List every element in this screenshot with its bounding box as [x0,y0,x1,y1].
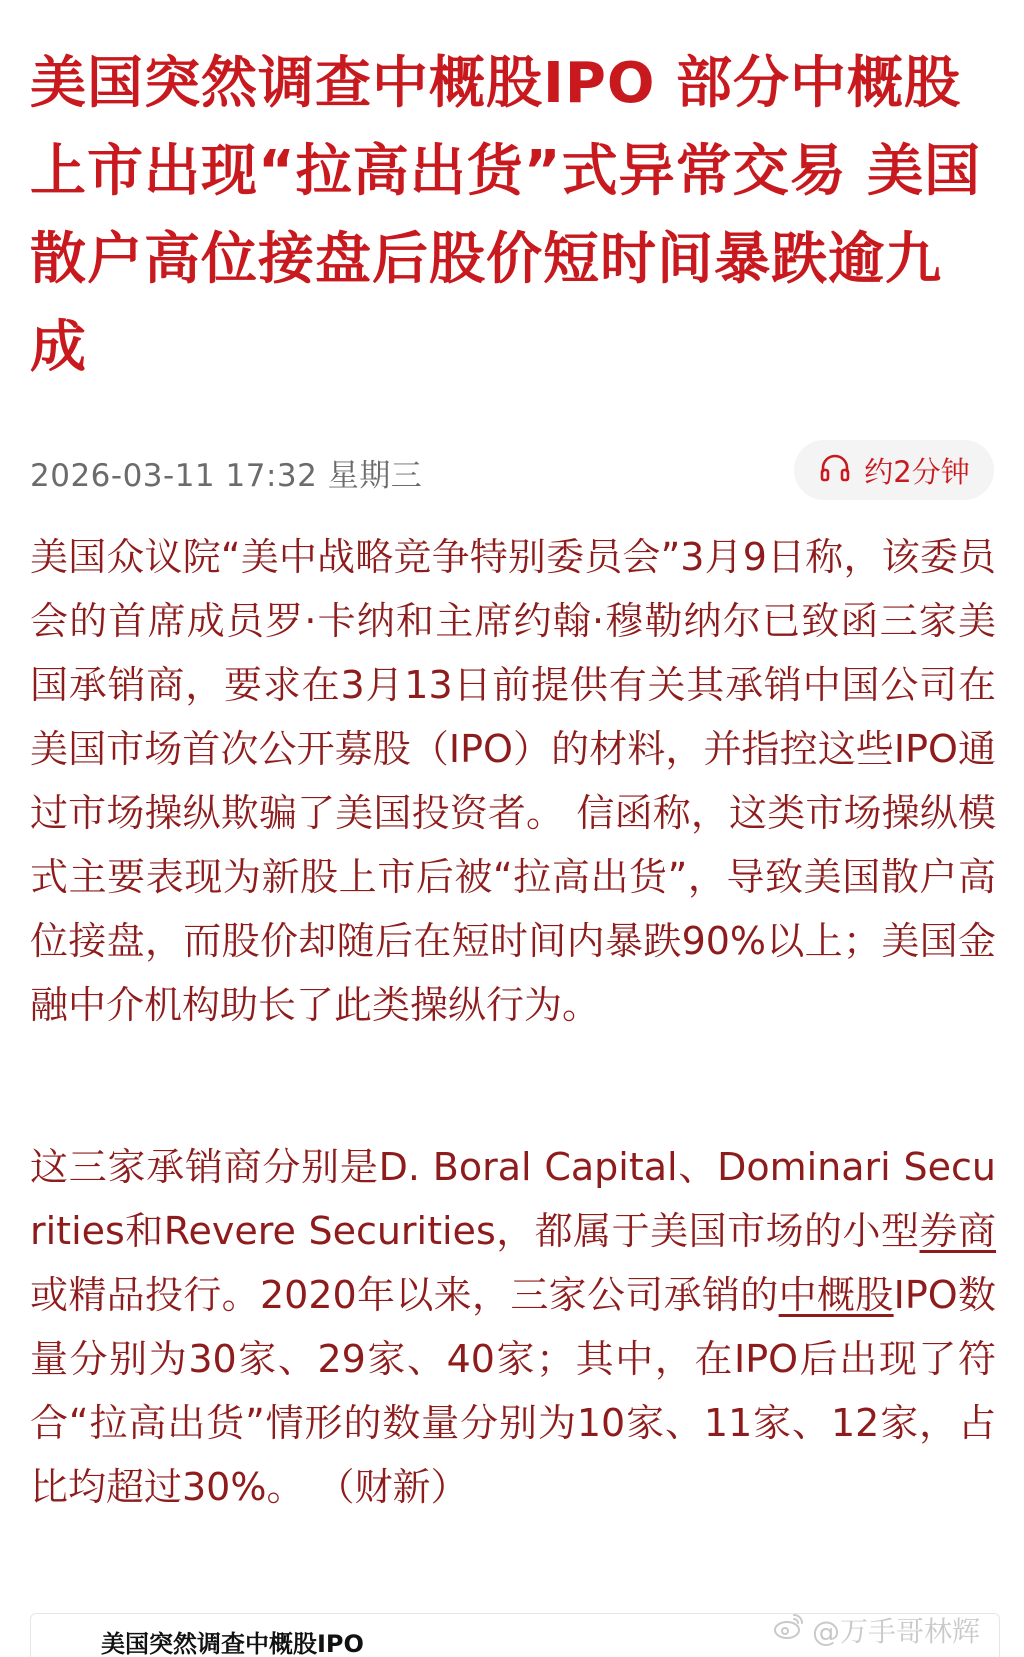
publish-datetime [30,450,422,495]
chinese-concept-stock-link[interactable]: 中概股 [778,1273,894,1317]
watermark [772,1609,980,1650]
listen-duration: 约2分钟 [864,454,970,489]
paragraph-2-text-a: 这三家承销商分别是D. Boral Capital、Dominari Securities和Revere Securities，都属于美国市场的小型 [30,1145,996,1253]
article-paragraph-2 [30,1135,996,1519]
watermark-text: @万手哥林辉 [811,1614,980,1648]
listen-button[interactable] [794,440,994,500]
headphones-icon [818,451,852,489]
paragraph-2-text-c: IPO数量分别为30家、29家、40家；其中，在IPO后出现了符合“拉高出货”情形的数量分别为10家、11家、12家，占比均超过30%。 （财新） [30,1273,996,1509]
article-title: 美国突然调查中概股IPO 部分中概股上市出现“拉高出货”式异常交易 美国散户高位接盘后股价短时间暴跌逾九成 [30,51,982,380]
publish-date: 2026-03-11 17:32 [30,458,318,494]
weibo-icon [772,1609,806,1650]
brokerage-link[interactable]: 券商 [919,1209,996,1253]
article-paragraph-1: 美国众议院“美中战略竞争特别委员会”3月9日称，该委员会的首席成员罗·卡纳和主席约翰·穆勒纳尔已致函三家美国承销商，要求在3月13日前提供有关其承销中国公司在美国市场首次公开募股（IPO）的材料，并指控这些IPO通过市场操纵欺骗了美国投资者。 信函称，这类市场操纵模式主要表现为新股上市后被“拉高出货”，导致美国散户高位接盘，而股价却随后在短时间内暴跌90%以上；美国金融中介机构助长了此类操纵行为。 [30,535,996,1027]
related-article-title: 美国突然调查中概股IPO [101,1630,364,1657]
article-meta [30,440,994,500]
publish-weekday: 星期三 [327,458,423,494]
paragraph-2-text-b: 或精品投行。2020年以来，三家公司承销的 [30,1273,779,1317]
